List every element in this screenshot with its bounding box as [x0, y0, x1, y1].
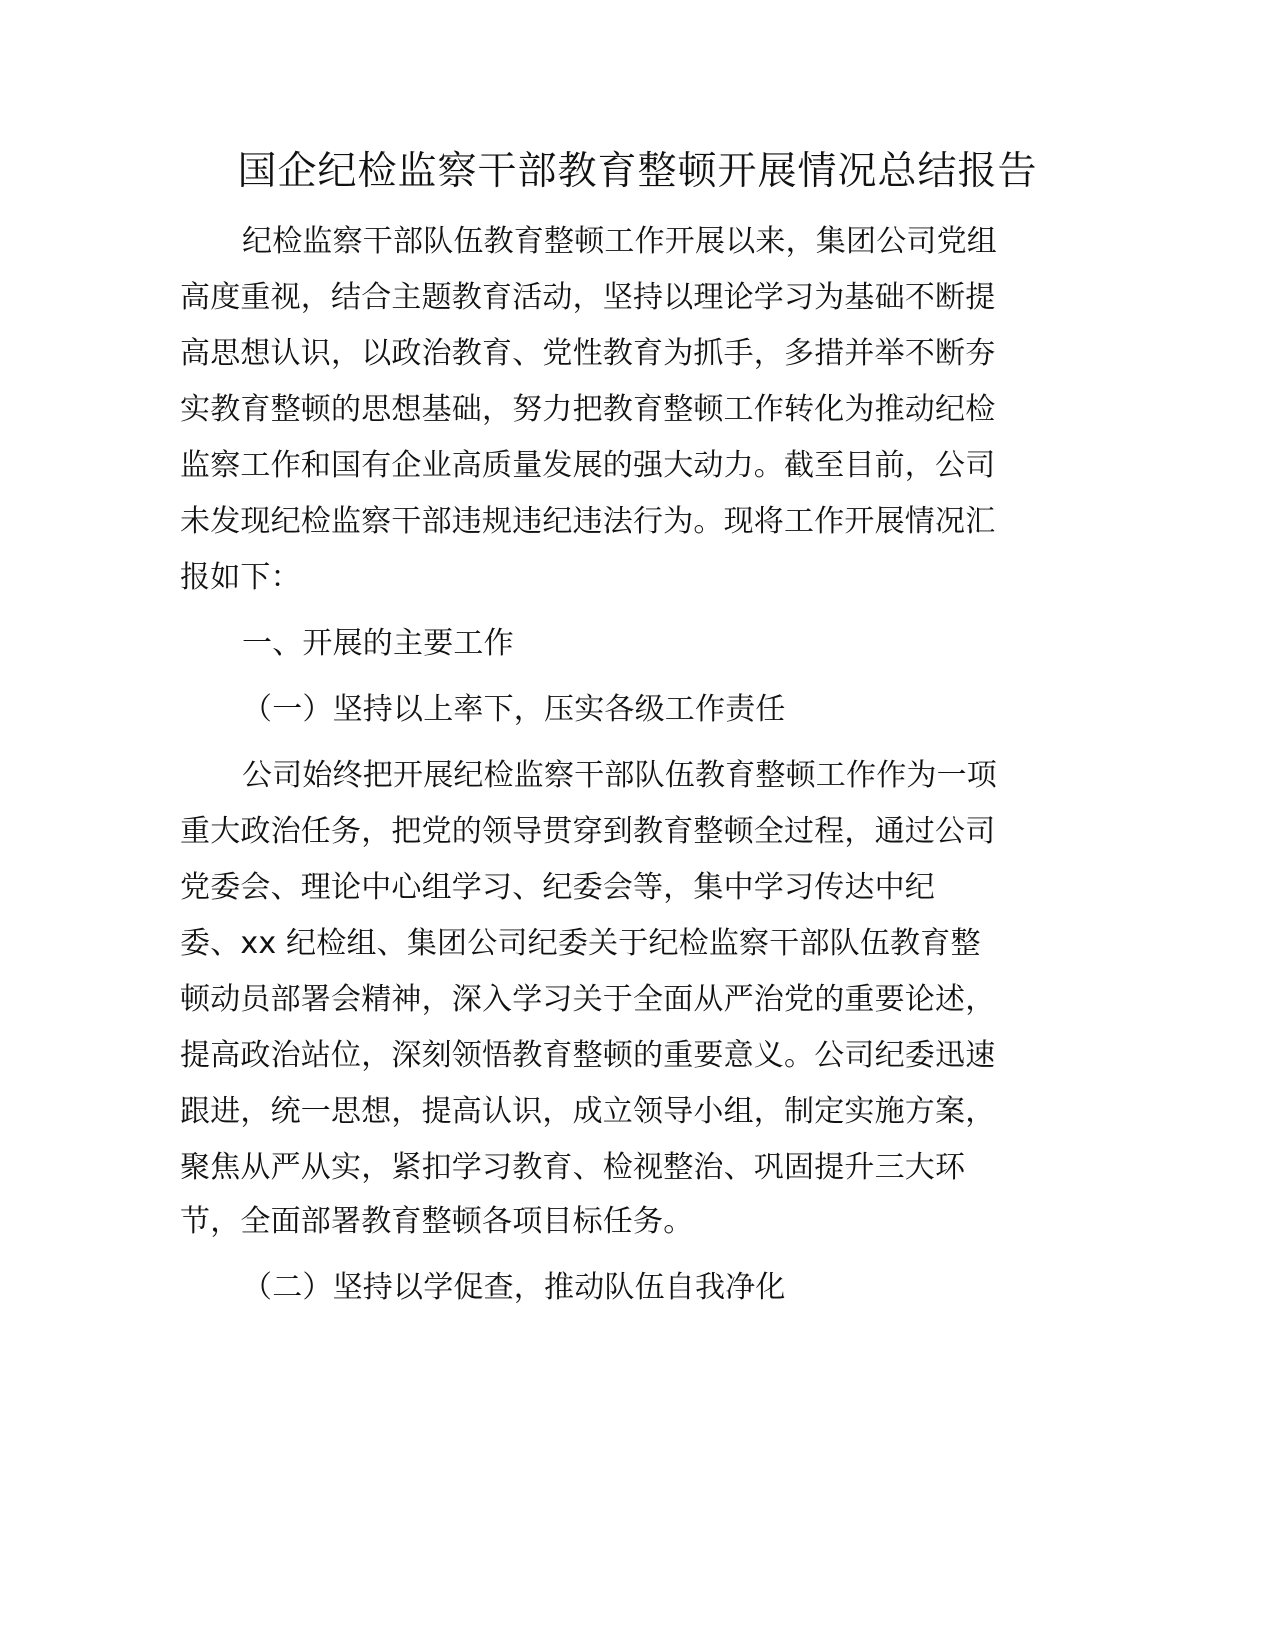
- paragraph-line: 监察工作和国有企业高质量发展的强大动力。截至目前，公司: [180, 448, 996, 483]
- section-heading: 一、开展的主要工作: [242, 626, 514, 661]
- subsection-heading: （一）坚持以上率下，压实各级工作责任: [242, 692, 786, 727]
- paragraph-line: 重大政治任务，把党的领导贯穿到教育整顿全过程，通过公司: [180, 814, 996, 849]
- paragraph-line: 高度重视，结合主题教育活动，坚持以理论学习为基础不断提: [180, 280, 996, 315]
- paragraph-line: 委、xx 纪检组、集团公司纪委关于纪检监察干部队伍教育整: [180, 926, 981, 961]
- paragraph-line: 纪检监察干部队伍教育整顿工作开展以来，集团公司党组: [242, 224, 997, 259]
- paragraph-line: 党委会、理论中心组学习、纪委会等，集中学习传达中纪: [180, 870, 935, 905]
- paragraph-line: 聚焦从严从实，紧扣学习教育、检视整治、巩固提升三大环: [180, 1150, 966, 1185]
- paragraph-line: 顿动员部署会精神，深入学习关于全面从严治党的重要论述，: [180, 982, 996, 1017]
- paragraph-line: 节，全面部署教育整顿各项目标任务。: [180, 1204, 694, 1239]
- paragraph-line: 提高政治站位，深刻领悟教育整顿的重要意义。公司纪委迅速: [180, 1038, 996, 1073]
- subsection-heading: （二）坚持以学促查，推动队伍自我净化: [242, 1270, 786, 1305]
- paragraph-line: 报如下：: [180, 560, 301, 595]
- paragraph-line: 高思想认识，以政治教育、党性教育为抓手，多措并举不断夯: [180, 336, 996, 371]
- paragraph-line: 未发现纪检监察干部违规违纪违法行为。现将工作开展情况汇: [180, 504, 996, 539]
- document-title: 国企纪检监察干部教育整顿开展情况总结报告: [237, 149, 1038, 194]
- paragraph-line: 实教育整顿的思想基础，努力把教育整顿工作转化为推动纪检: [180, 392, 996, 427]
- paragraph-line: 跟进，统一思想，提高认识，成立领导小组，制定实施方案，: [180, 1094, 996, 1129]
- paragraph-line: 公司始终把开展纪检监察干部队伍教育整顿工作作为一项: [242, 758, 997, 793]
